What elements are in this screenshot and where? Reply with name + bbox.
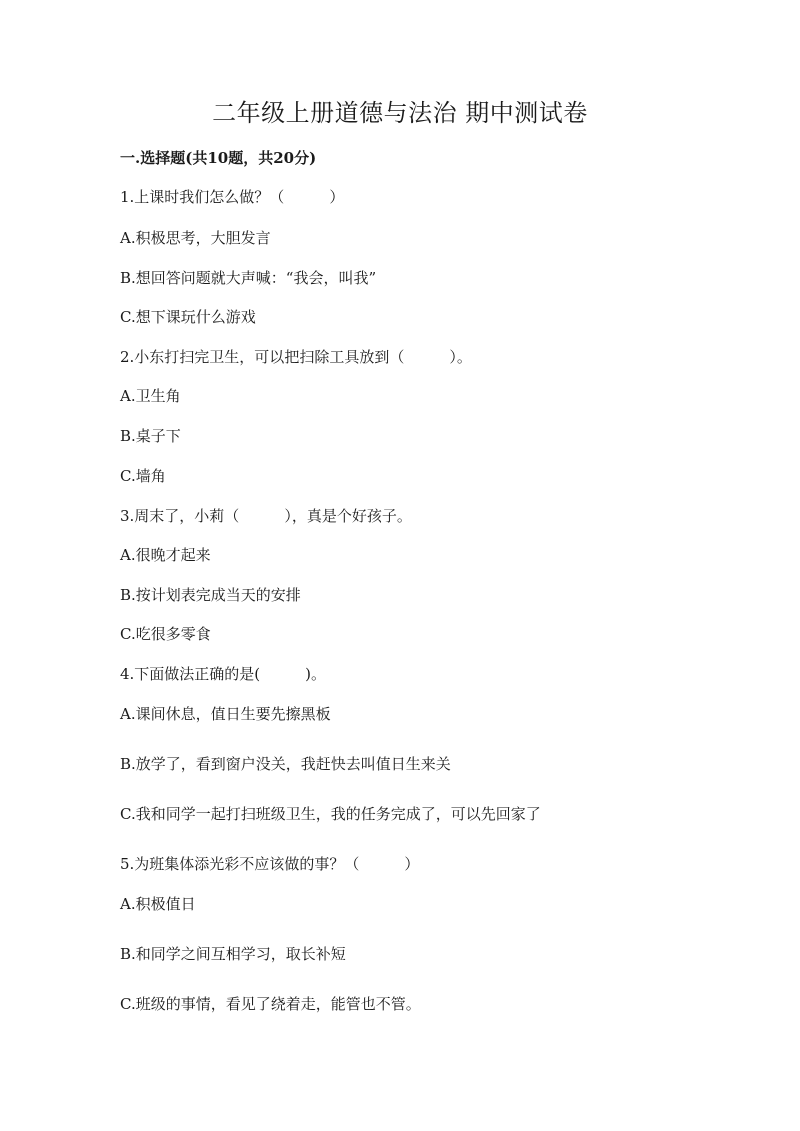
question-5-stem: 5.为班集体添光彩不应该做的事？（ ） <box>120 855 420 873</box>
question-1-option-b: B.想回答问题就大声喊：“我会，叫我” <box>120 269 377 287</box>
question-2-option-a: A.卫生角 <box>120 387 181 405</box>
question-4-stem: 4.下面做法正确的是( )。 <box>120 665 327 683</box>
question-4-option-c: C.我和同学一起打扫班级卫生，我的任务完成了，可以先回家了 <box>120 805 541 823</box>
section-header: 一.选择题(共10题，共20分) <box>120 149 317 167</box>
question-2-option-c: C.墙角 <box>120 467 166 485</box>
question-3-option-c: C.吃很多零食 <box>120 625 211 643</box>
question-4-option-b: B.放学了，看到窗户没关，我赶快去叫值日生来关 <box>120 755 451 773</box>
question-2-option-b: B.桌子下 <box>120 427 181 445</box>
question-1-stem: 1.上课时我们怎么做？（ ） <box>120 188 345 206</box>
question-3-stem: 3.周末了，小莉（ ），真是个好孩子。 <box>120 507 412 525</box>
question-2-stem: 2.小东打扫完卫生，可以把扫除工具放到（ ）。 <box>120 348 472 366</box>
question-3-option-b: B.按计划表完成当天的安排 <box>120 586 301 604</box>
question-5-option-a: A.积极值日 <box>120 895 196 913</box>
question-5-option-b: B.和同学之间互相学习，取长补短 <box>120 945 346 963</box>
question-5-option-c: C.班级的事情，看见了绕着走，能管也不管。 <box>120 995 421 1013</box>
question-3-option-a: A.很晚才起来 <box>120 546 211 564</box>
question-1-option-a: A.积极思考，大胆发言 <box>120 229 271 247</box>
page-title: 二年级上册道德与法治 期中测试卷 <box>212 99 588 127</box>
question-1-option-c: C.想下课玩什么游戏 <box>120 308 256 326</box>
question-4-option-a: A.课间休息，值日生要先擦黑板 <box>120 705 331 723</box>
